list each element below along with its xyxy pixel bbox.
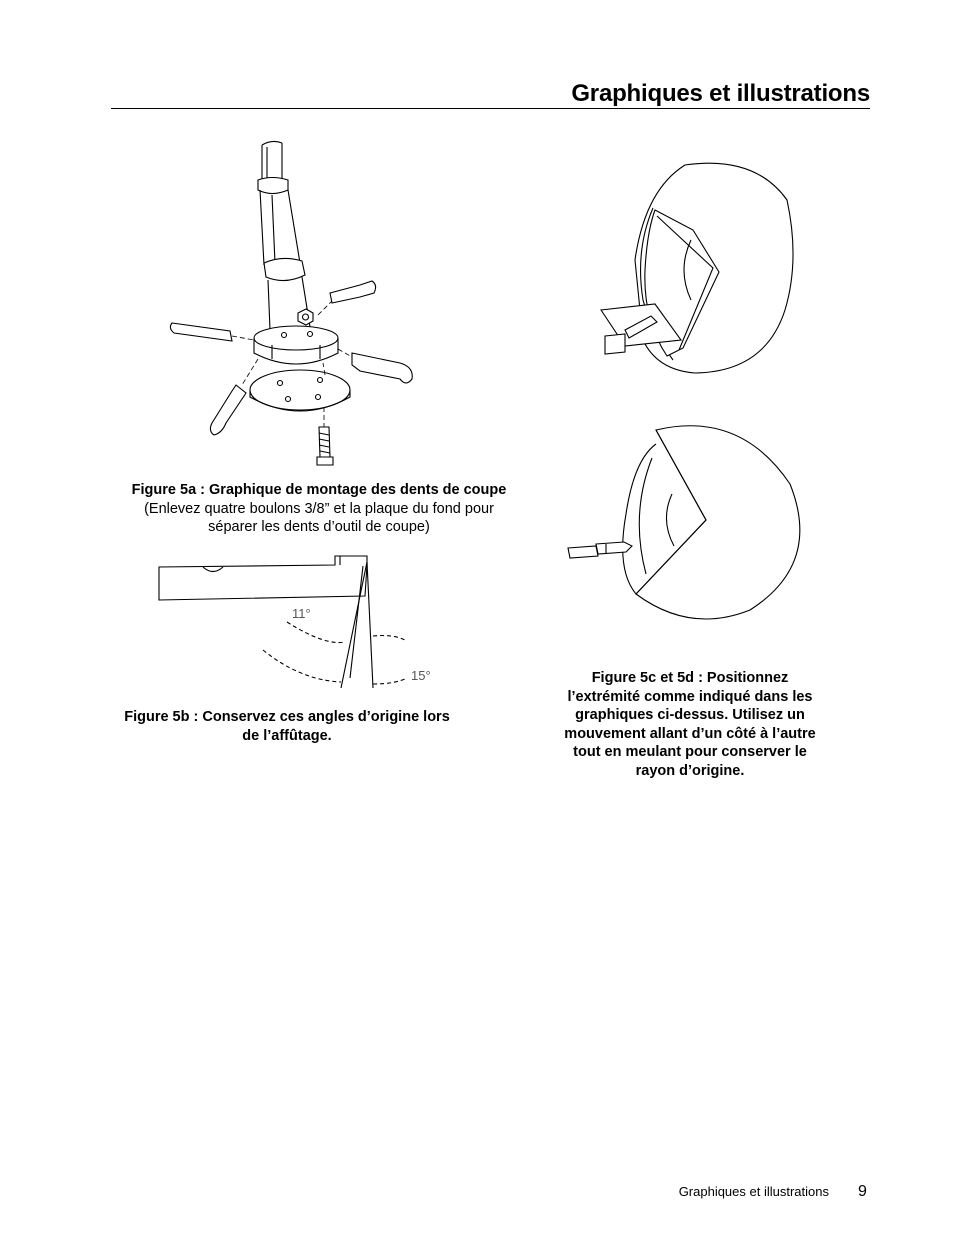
- figure-5a-caption-title: Figure 5a : Graphique de montage des dents de coupe: [131, 482, 507, 498]
- page-number: 9: [858, 1183, 867, 1200]
- figure-5b-caption: [96, 708, 478, 745]
- page-title: Graphiques et illustrations: [571, 80, 870, 107]
- footer-section-label: Graphiques et illustrations: [678, 1184, 829, 1199]
- figure-5cd-caption: [545, 669, 835, 780]
- figure-5b-caption-line2: de l’affûtage.: [242, 727, 332, 744]
- figure-5c-grinding-wheel: [595, 160, 805, 375]
- figure-5cd-caption-line: l’extrémité comme indiqué dans les: [567, 688, 813, 705]
- figure-5a-assembly-drawing: [160, 135, 430, 475]
- figure-5a-caption: [96, 481, 542, 537]
- angle-11-label: 11°: [292, 606, 311, 621]
- angle-15-label: 15°: [411, 668, 431, 683]
- figure-5cd-caption-line: graphiques ci-dessus. Utilisez un: [575, 707, 805, 723]
- figure-5a-caption-line3: séparer les dents d’outil de coupe): [208, 519, 430, 535]
- figure-5b-angle-drawing: [155, 560, 445, 695]
- header-rule: [111, 108, 870, 109]
- figure-5b-caption-line1: Figure 5b : Conservez ces angles d’origine lors: [124, 709, 450, 725]
- figure-5cd-caption-line: rayon d’origine.: [635, 762, 745, 779]
- figure-5d-grinding-wheel: [560, 424, 810, 624]
- figure-5cd-caption-line: mouvement allant d’un côté à l’autre: [564, 725, 816, 742]
- figure-5a-caption-line2: (Enlevez quatre boulons 3/8” et la plaque du fond pour: [144, 500, 494, 517]
- figure-5cd-caption-line: Figure 5c et 5d : Positionnez: [591, 670, 789, 686]
- figure-5cd-caption-line: tout en meulant pour conserver le: [573, 744, 807, 760]
